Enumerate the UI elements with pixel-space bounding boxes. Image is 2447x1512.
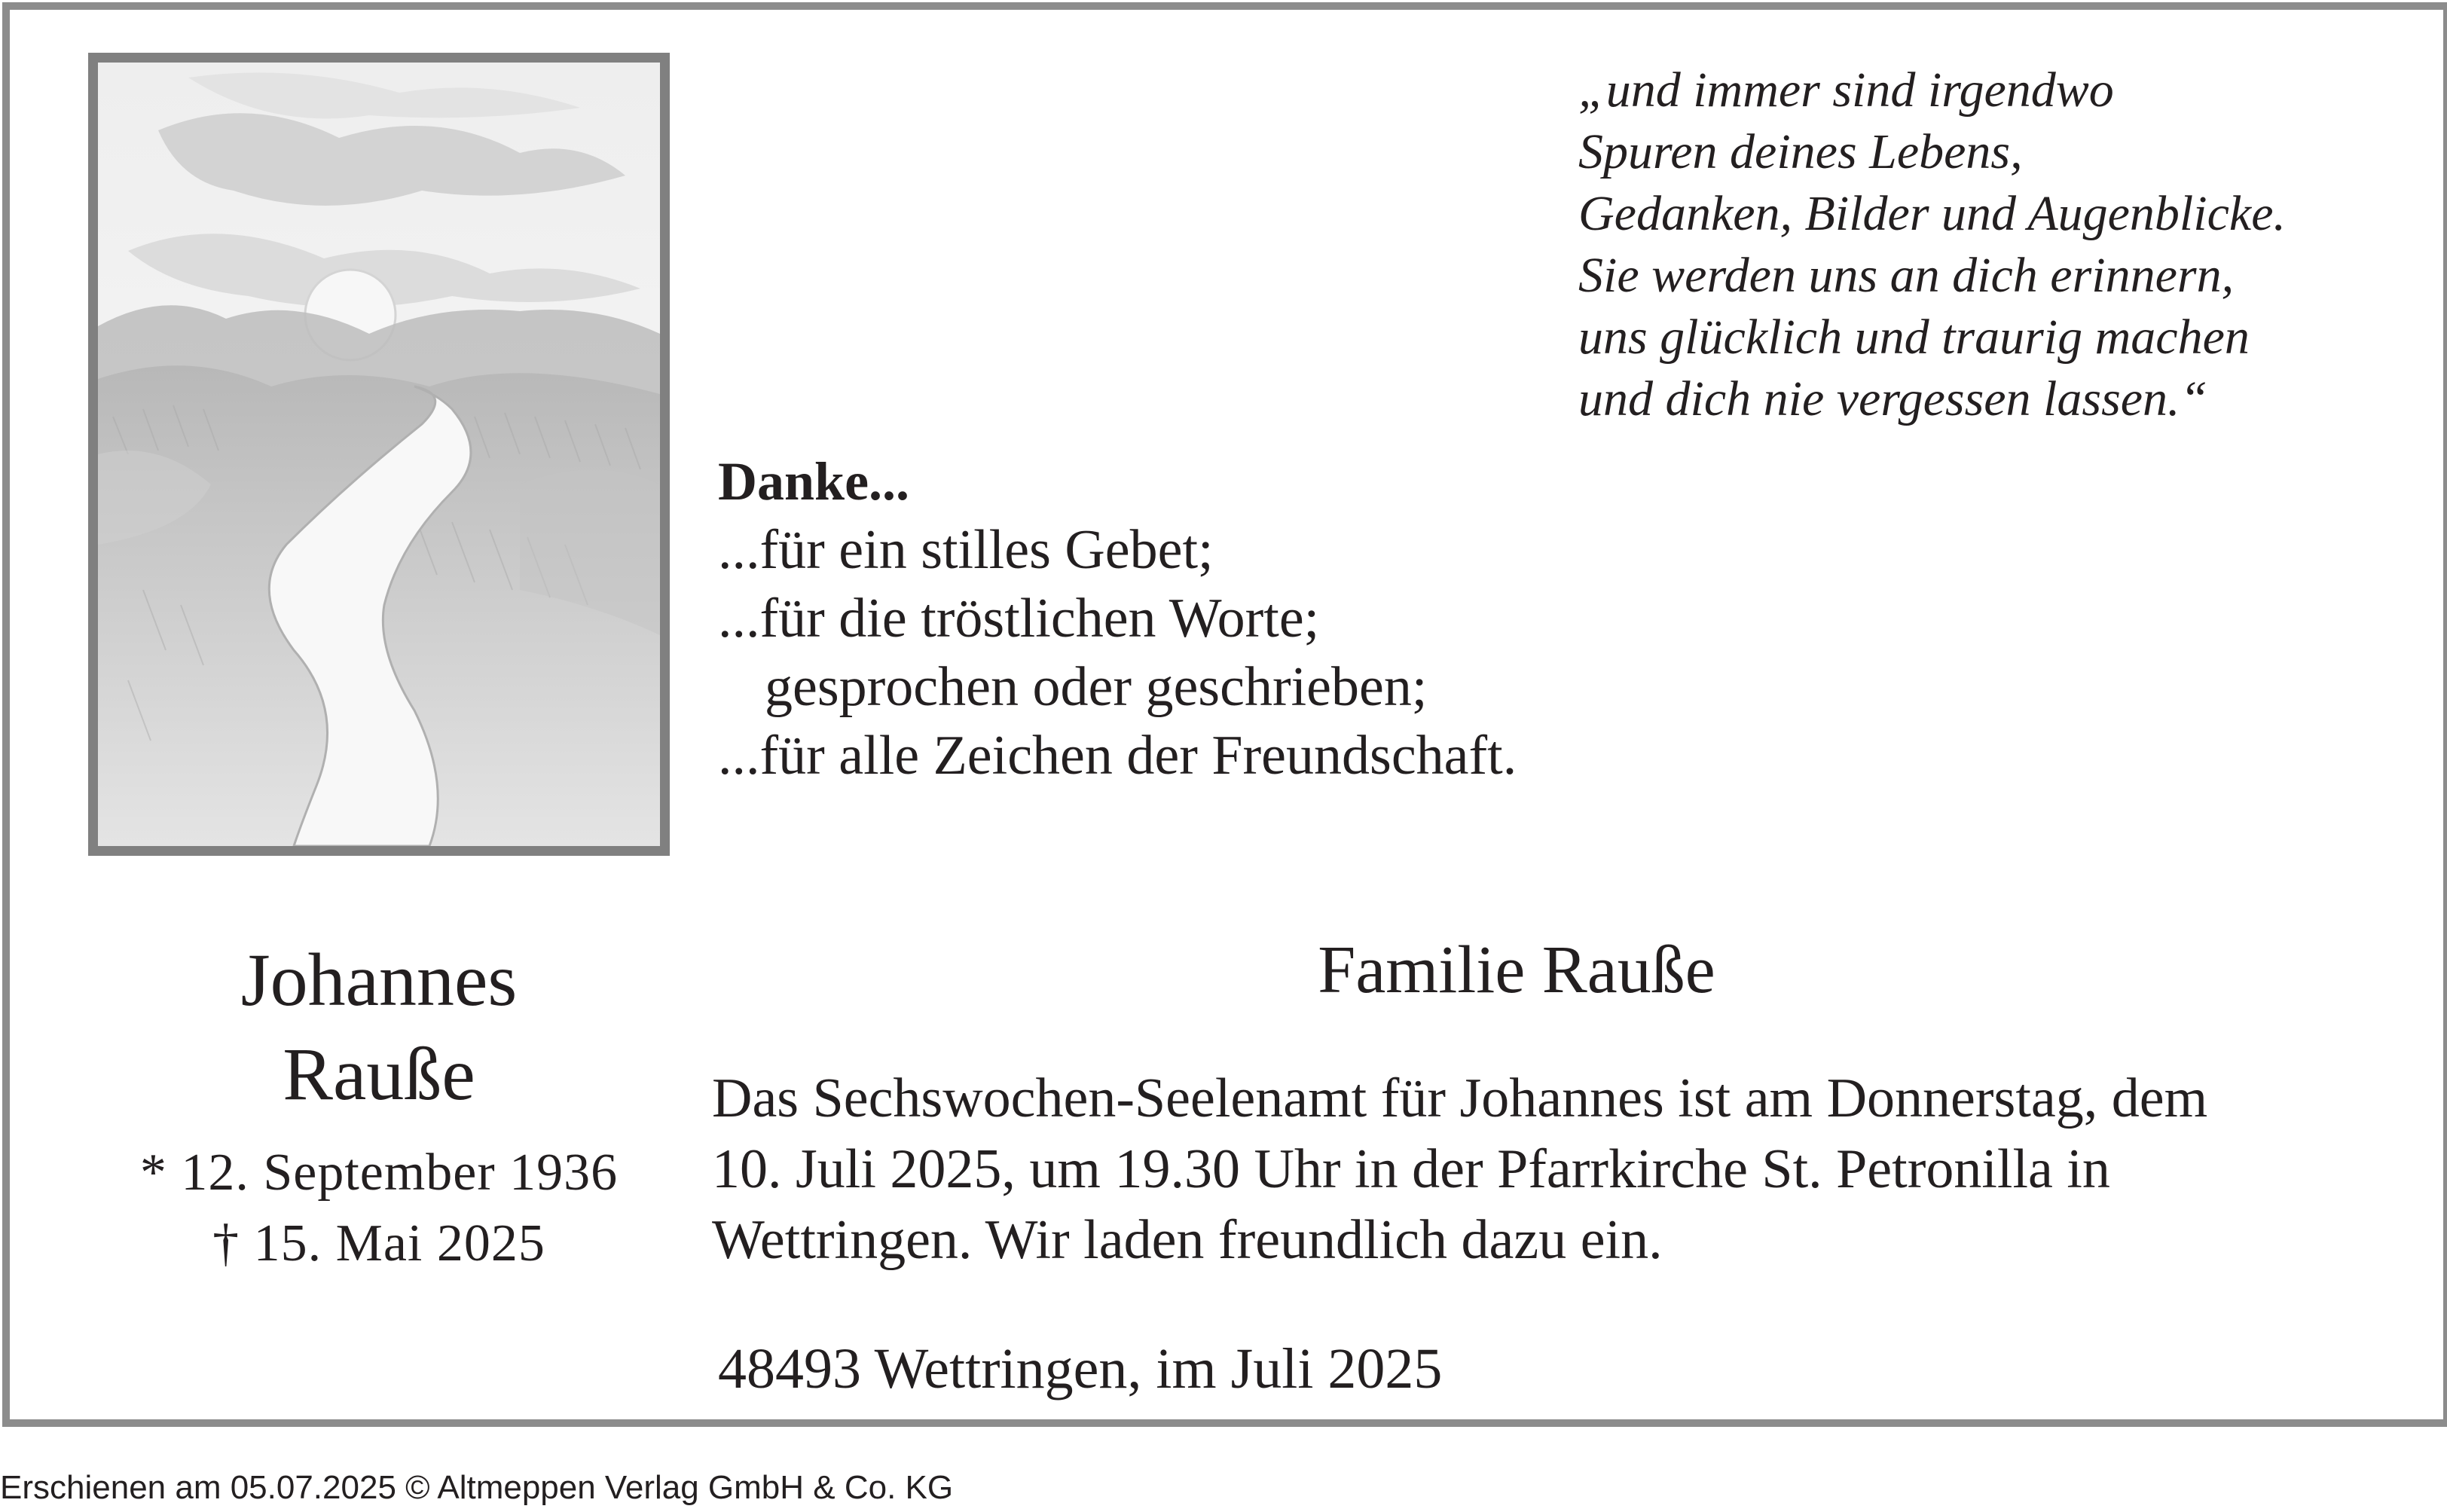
service-line: 10. Juli 2025, um 19.30 Uhr in der Pfarrkirche St. Petronilla in [712,1138,2110,1200]
service-line: Wettringen. Wir laden freundlich dazu ein. [712,1209,1663,1271]
quote-line: „und immer sind irgendwo [1578,63,2114,118]
quote-line: Gedanken, Bilder und Augenblicke. [1578,186,2286,241]
landscape-illustration [88,53,670,856]
quote-line: Sie werden uns an dich erinnern, [1578,248,2235,303]
landscape-path-icon [98,63,660,846]
thanks-section [718,447,1697,790]
memorial-quote [1578,60,2422,430]
thanks-heading: Danke... [718,451,910,512]
thanks-line: gesprochen oder geschrieben; [765,656,1428,718]
birth-date: * 12. September 1936 [139,1144,619,1202]
deceased-first-name: Johannes [240,938,518,1022]
service-announcement [712,1063,2415,1275]
quote-line: uns glücklich und traurig machen [1578,310,2250,365]
thanks-line: ...für alle Zeichen der Freundschaft. [718,725,1517,787]
family-signature: Familie Rauße [1318,933,1715,1007]
service-line: Das Sechswochen-Seelenamt für Johannes ist am Donnerstag, dem [712,1068,2208,1129]
quote-line: und dich nie vergessen lassen.“ [1578,371,2208,426]
deceased-info [85,933,673,1279]
thanks-line: ...für die tröstlichen Worte; [718,588,1320,649]
death-date: † 15. Mai 2025 [212,1214,545,1272]
place-and-date: 48493 Wettringen, im Juli 2025 [718,1337,1443,1401]
publication-footer: Erschienen am 05.07.2025 © Altmeppen Verlag GmbH & Co. KG [0,1469,954,1506]
obituary-ad-frame [2,2,2447,1427]
thanks-line: ...für ein stilles Gebet; [718,519,1214,581]
deceased-last-name: Rauße [283,1032,475,1116]
quote-line: Spuren deines Lebens, [1578,124,2023,179]
